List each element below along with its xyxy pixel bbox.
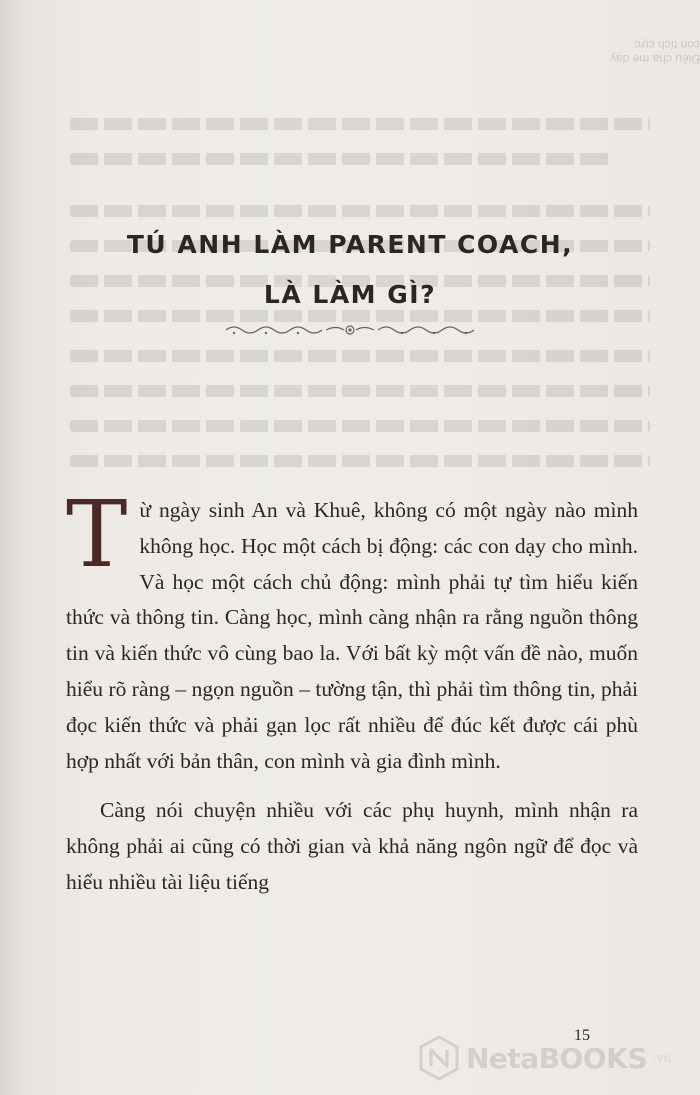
page-number: 15 — [574, 1027, 590, 1044]
watermark — [418, 1033, 698, 1083]
watermark-brand: NetaBOOKS — [466, 1041, 648, 1075]
paragraph-2: Càng nói chuyện nhiều với các phụ huynh, mình nhận ra không phải ai cũng có thời gian và khả năng ngôn ngữ để đọc và hiểu nhiều tài liệu tiếng — [66, 798, 638, 894]
paragraph-1-text: ừ ngày sinh An và Khuê, không có một ngày nào mình không học. Học một cách bị động: các con dạy cho mình. Và học một cách chủ động: mình phải tự tìm hiểu kiến thức và thông tin. Càng học, mình càng nhận ra rằng nguồn thông tin và kiến thức vô cùng bao la. Với bất kỳ một vấn đề nào, muốn hiểu rõ ràng – ngọn nguồn – tường tận, thì phải tìm thông tin, phải đọc kiến thức và phải gạn lọc rất nhiều để đúc kết được cái phù hợp nhất với bản thân, con mình và gia đình mình. — [66, 498, 638, 773]
netabooks-logo-icon — [418, 1035, 460, 1081]
body-text — [66, 481, 638, 901]
paragraph-1 — [66, 481, 638, 779]
drop-cap: T — [66, 481, 128, 588]
running-head: Điều cha mẹ dạy con tích cực — [609, 38, 700, 66]
chapter-heading-line-1: TÚ ANH LÀM PARENT COACH, — [126, 230, 574, 259]
chapter-heading — [60, 220, 640, 320]
watermark-suffix: .vn — [653, 1051, 672, 1065]
ornament-divider-icon — [222, 323, 478, 337]
chapter-heading-line-2: LÀ LÀM GÌ? — [263, 280, 437, 309]
